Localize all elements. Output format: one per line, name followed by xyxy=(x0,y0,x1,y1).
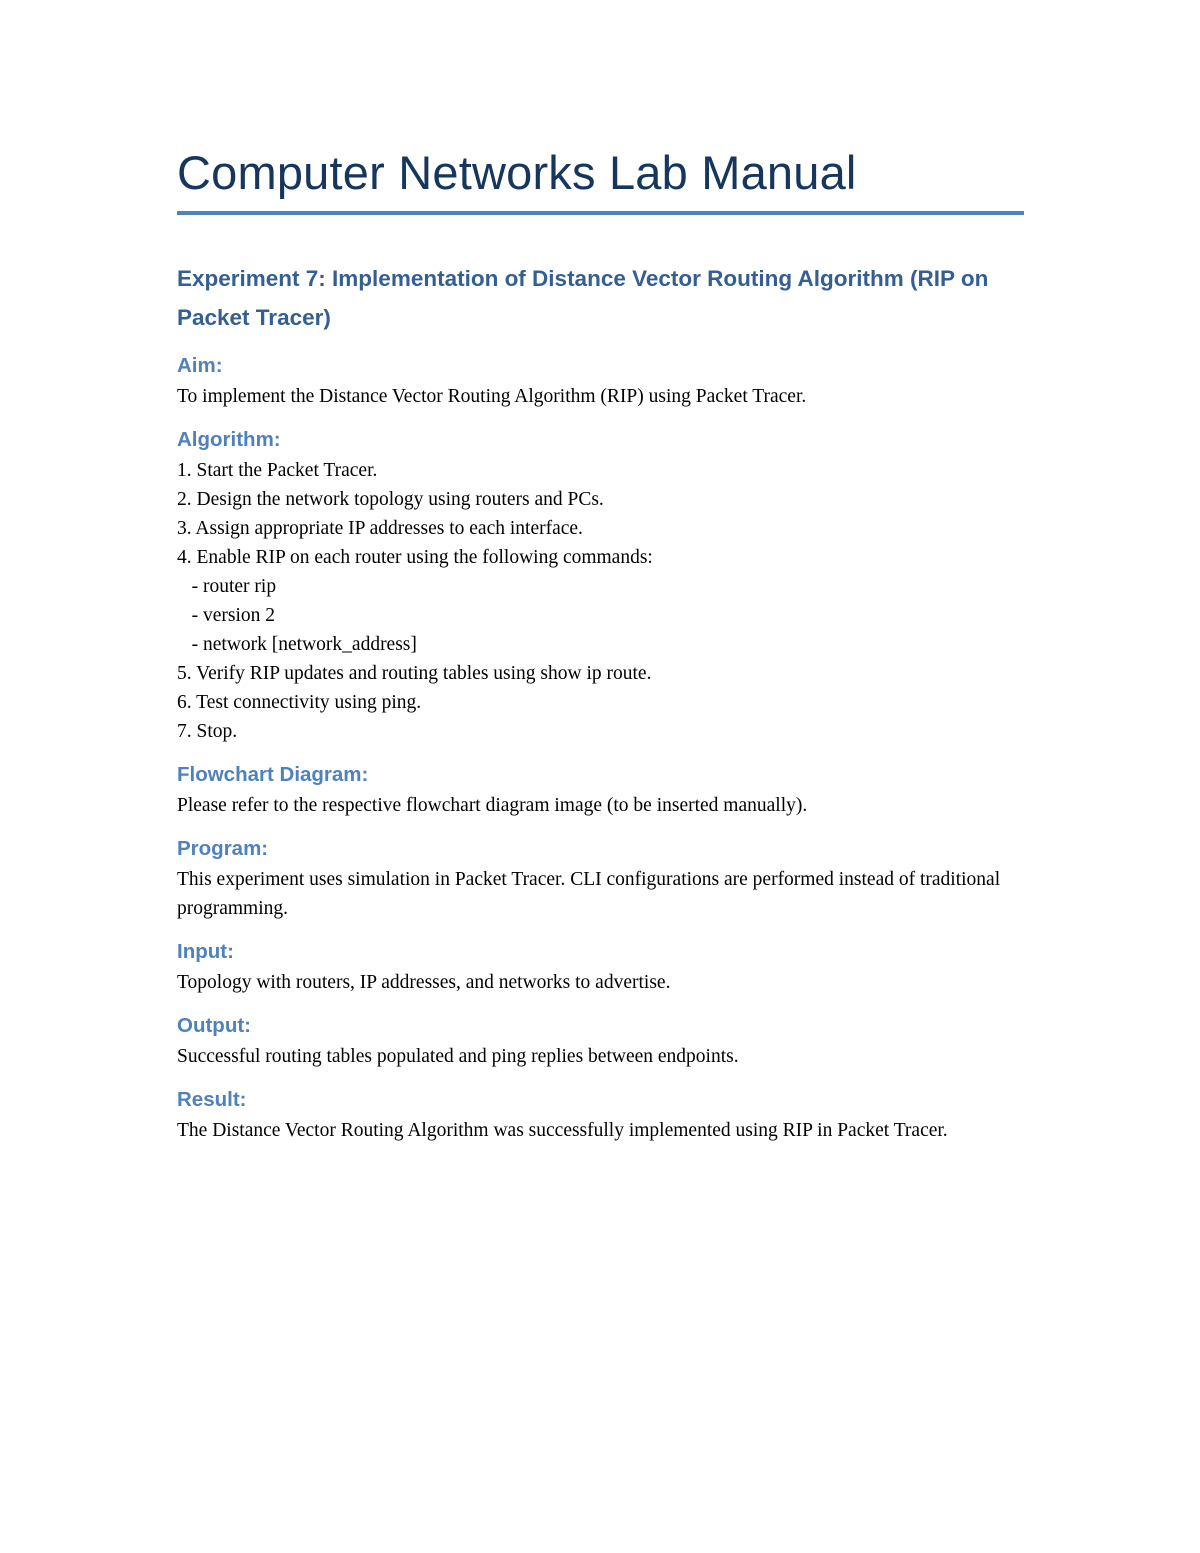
section-input xyxy=(177,937,1024,997)
algorithm-substep: - router rip xyxy=(177,576,277,597)
document-page xyxy=(177,140,1024,1145)
section-label-aim: Aim: xyxy=(177,354,223,377)
section-algorithm xyxy=(177,425,1024,746)
section-program xyxy=(177,834,1024,923)
algorithm-step: 3. Assign appropriate IP addresses to each interface. xyxy=(177,518,583,539)
algorithm-steps-list xyxy=(177,456,1024,746)
section-label-input: Input: xyxy=(177,940,234,963)
title-underline-rule xyxy=(177,211,1024,215)
section-flowchart xyxy=(177,760,1024,820)
section-label-algorithm: Algorithm: xyxy=(177,428,281,451)
algorithm-step: 5. Verify RIP updates and routing tables using show ip route. xyxy=(177,663,652,684)
algorithm-step: 2. Design the network topology using routers and PCs. xyxy=(177,489,604,510)
section-text-aim: To implement the Distance Vector Routing Algorithm (RIP) using Packet Tracer. xyxy=(177,386,807,407)
section-label-result: Result: xyxy=(177,1088,247,1111)
section-text-result: The Distance Vector Routing Algorithm was successfully implemented using RIP in Packet Tracer. xyxy=(177,1120,948,1141)
section-text-input: Topology with routers, IP addresses, and networks to advertise. xyxy=(177,972,671,993)
algorithm-step: 4. Enable RIP on each router using the following commands: xyxy=(177,547,653,568)
section-output xyxy=(177,1011,1024,1071)
section-label-output: Output: xyxy=(177,1014,251,1037)
algorithm-step: 6. Test connectivity using ping. xyxy=(177,692,422,713)
section-text-output: Successful routing tables populated and ping replies between endpoints. xyxy=(177,1046,739,1067)
section-text-program: This experiment uses simulation in Packet Tracer. CLI configurations are performed instead of traditional programming. xyxy=(177,869,1001,919)
algorithm-step: 1. Start the Packet Tracer. xyxy=(177,460,378,481)
experiment-heading: Experiment 7: Implementation of Distance Vector Routing Algorithm (RIP on Packet Tracer) xyxy=(177,266,989,330)
section-text-flowchart: Please refer to the respective flowchart diagram image (to be inserted manually). xyxy=(177,795,808,816)
section-label-flowchart: Flowchart Diagram: xyxy=(177,763,369,786)
document-title: Computer Networks Lab Manual xyxy=(177,146,857,199)
section-aim xyxy=(177,351,1024,411)
algorithm-step: 7. Stop. xyxy=(177,721,238,742)
algorithm-substep: - version 2 xyxy=(177,605,276,626)
section-result xyxy=(177,1085,1024,1145)
algorithm-substep: - network [network_address] xyxy=(177,634,417,655)
section-label-program: Program: xyxy=(177,837,269,860)
